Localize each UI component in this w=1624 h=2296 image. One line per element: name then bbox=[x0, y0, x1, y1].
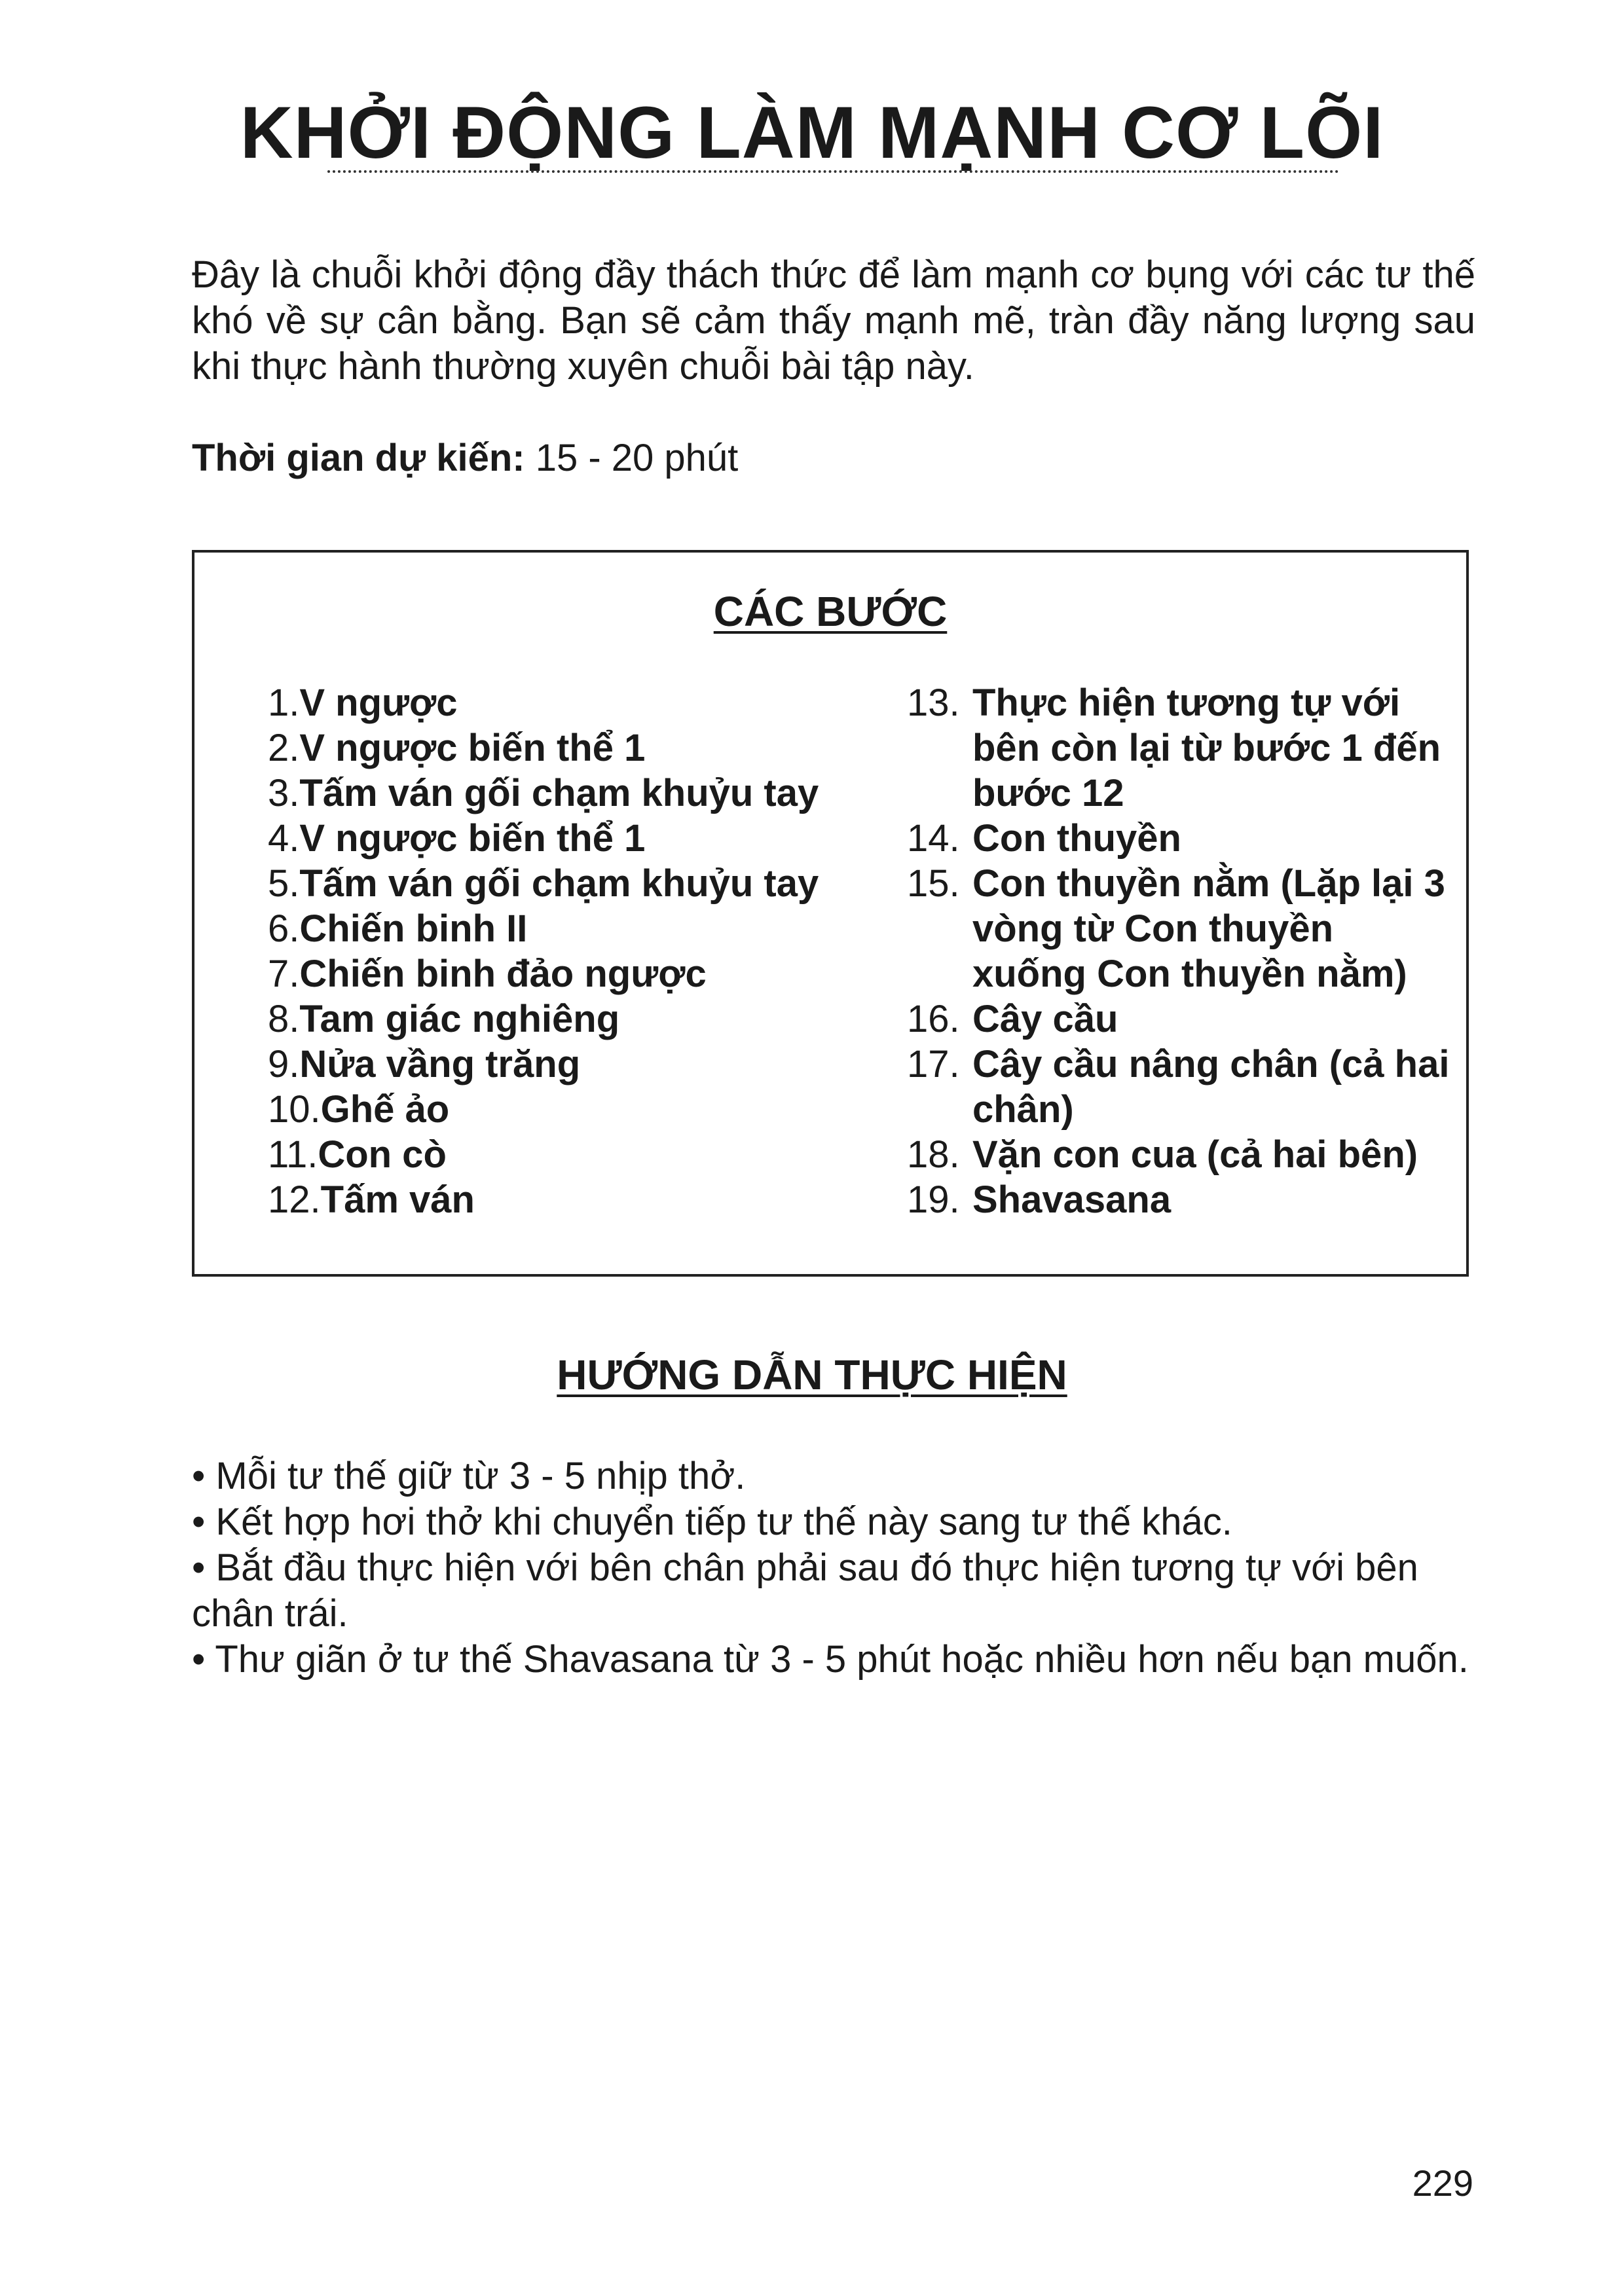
step-number: 3. bbox=[268, 772, 300, 814]
step-item bbox=[268, 771, 857, 816]
step-text: Tam giác nghiêng bbox=[299, 998, 620, 1040]
step-text: Tấm ván bbox=[320, 1178, 475, 1221]
step-text: Tấm ván gối chạm khuỷu tay bbox=[299, 772, 819, 814]
step-number: 16. bbox=[907, 998, 960, 1040]
duration-value: 15 - 20 phút bbox=[535, 437, 739, 479]
step-text: Vặn con cua (cả hai bên) bbox=[972, 1133, 1418, 1176]
step-text: Chiến binh II bbox=[299, 907, 528, 950]
step-item bbox=[268, 680, 857, 725]
step-text: Con thuyền bbox=[972, 817, 1181, 860]
steps-box bbox=[192, 550, 1469, 1277]
step-item bbox=[907, 861, 1457, 996]
step-number: 15. bbox=[907, 862, 960, 905]
step-item bbox=[907, 816, 1457, 861]
step-item bbox=[268, 951, 857, 996]
step-number: 2. bbox=[268, 727, 300, 769]
step-number: 19. bbox=[907, 1178, 960, 1221]
steps-heading: CÁC BƯỚC bbox=[713, 588, 948, 635]
step-number: 5. bbox=[268, 862, 300, 905]
page-number: 229 bbox=[1412, 2162, 1473, 2204]
step-text: Con thuyền nằm (Lặp lại 3 vòng từ Con thuyền xuống Con thuyền nằm) bbox=[972, 862, 1445, 995]
step-text: Ghế ảo bbox=[320, 1088, 450, 1131]
guide-heading: HƯỚNG DẪN THỰC HIỆN bbox=[557, 1351, 1067, 1398]
title-dotted-underline bbox=[327, 170, 1339, 173]
step-number: 8. bbox=[268, 998, 300, 1040]
step-number: 10. bbox=[268, 1088, 321, 1131]
guide-item: • Bắt đầu thực hiện với bên chân phải sau đó thực hiện tương tự với bên chân trái. bbox=[192, 1546, 1418, 1635]
step-item bbox=[907, 1177, 1457, 1222]
step-text: Thực hiện tương tự với bên còn lại từ bước 1 đến bước 12 bbox=[972, 682, 1441, 814]
step-text: V ngược bbox=[299, 682, 458, 724]
step-text: Con cò bbox=[318, 1133, 447, 1176]
step-text: Cây cầu bbox=[972, 998, 1118, 1040]
step-item bbox=[268, 906, 857, 951]
step-item bbox=[268, 1042, 857, 1087]
step-text: V ngược biến thể 1 bbox=[299, 817, 646, 860]
steps-list-right bbox=[907, 680, 1457, 1222]
steps-list-left bbox=[268, 680, 857, 1222]
intro-paragraph: Đây là chuỗi khởi động đầy thách thức để làm mạnh cơ bụng với các tư thế khó về sự cân bằng. Bạn sẽ cảm thấy mạnh mẽ, tràn đầy năng lượng sau khi thực hành thường xuyên chuỗi bài tập này. bbox=[192, 253, 1475, 388]
step-number: 1. bbox=[268, 682, 300, 724]
guide-item: • Mỗi tư thế giữ từ 3 - 5 nhịp thở. bbox=[192, 1455, 746, 1497]
guide-list bbox=[192, 1453, 1475, 1683]
step-item bbox=[268, 725, 857, 771]
guide-item: • Thư giãn ở tư thế Shavasana từ 3 - 5 phút hoặc nhiều hơn nếu bạn muốn. bbox=[192, 1638, 1469, 1681]
step-number: 14. bbox=[907, 817, 960, 860]
step-item bbox=[268, 1132, 857, 1177]
step-item bbox=[268, 1087, 857, 1132]
step-number: 9. bbox=[268, 1043, 300, 1085]
step-number: 11. bbox=[268, 1133, 318, 1176]
step-item bbox=[907, 1042, 1457, 1132]
duration-label: Thời gian dự kiến: bbox=[192, 437, 525, 479]
step-item bbox=[907, 1132, 1457, 1177]
step-text: Cây cầu nâng chân (cả hai chân) bbox=[972, 1043, 1450, 1131]
step-item bbox=[907, 680, 1457, 816]
step-number: 4. bbox=[268, 817, 300, 860]
step-text: Chiến binh đảo ngược bbox=[299, 953, 707, 995]
step-item bbox=[268, 816, 857, 861]
duration-line bbox=[192, 435, 738, 481]
step-number: 7. bbox=[268, 953, 300, 995]
step-item bbox=[268, 861, 857, 906]
step-number: 13. bbox=[907, 682, 960, 724]
step-text: V ngược biến thể 1 bbox=[299, 727, 646, 769]
step-number: 17. bbox=[907, 1043, 960, 1085]
step-number: 12. bbox=[268, 1178, 321, 1221]
step-number: 18. bbox=[907, 1133, 960, 1176]
step-item bbox=[907, 996, 1457, 1042]
step-item bbox=[268, 996, 857, 1042]
step-text: Nửa vầng trăng bbox=[299, 1043, 581, 1085]
step-text: Shavasana bbox=[972, 1178, 1172, 1221]
guide-item: • Kết hợp hơi thở khi chuyển tiếp tư thế này sang tư thế khác. bbox=[192, 1501, 1232, 1543]
step-item bbox=[268, 1177, 857, 1222]
page-title: KHỞI ĐỘNG LÀM MẠNH CƠ LÕI bbox=[240, 92, 1384, 173]
step-text: Tấm ván gối chạm khuỷu tay bbox=[299, 862, 819, 905]
step-number: 6. bbox=[268, 907, 300, 950]
